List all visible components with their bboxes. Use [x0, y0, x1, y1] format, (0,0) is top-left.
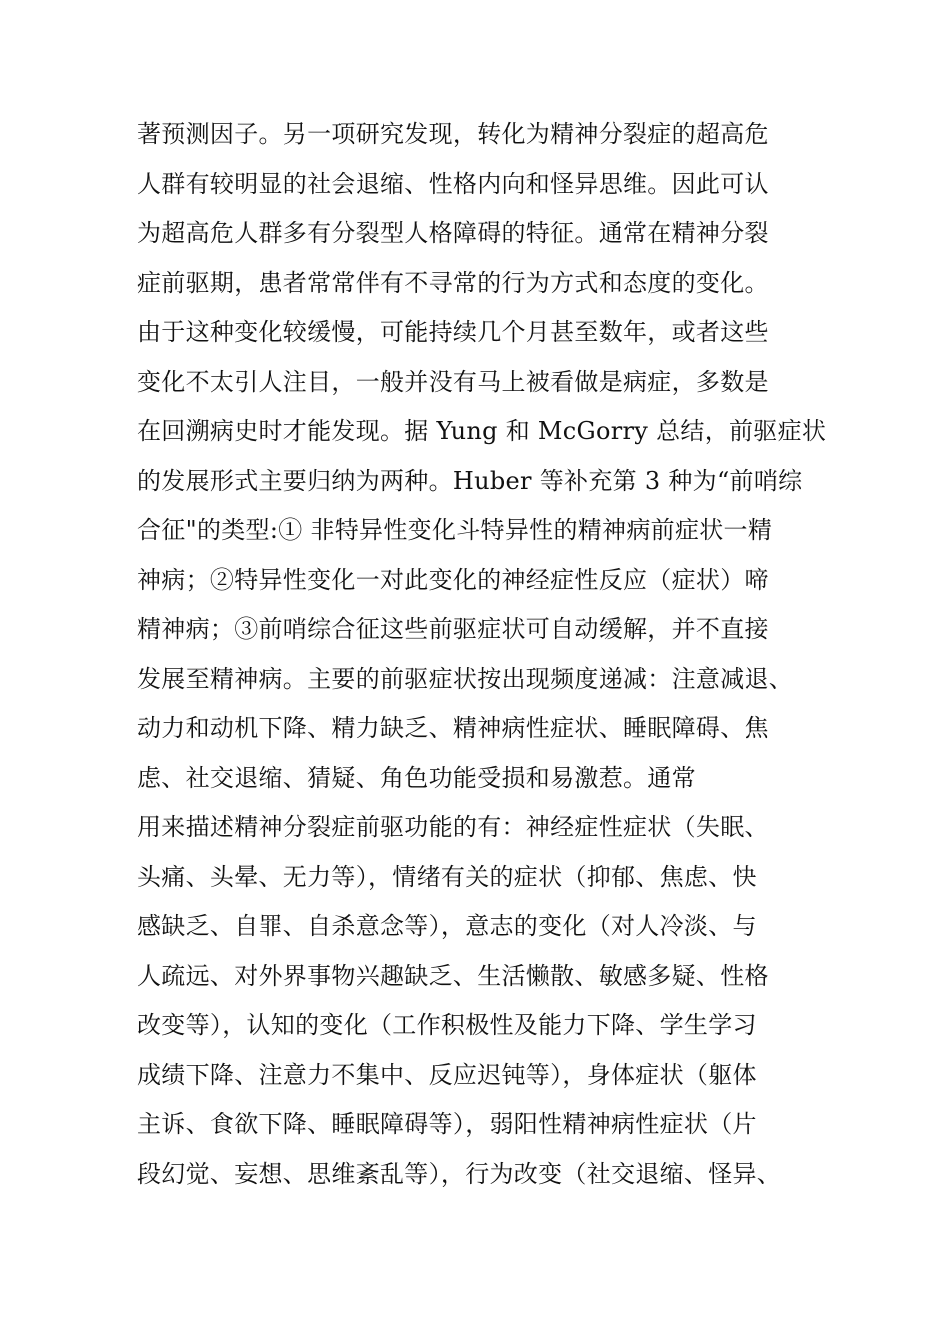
- text-line: 段幻觉、妄想、思维紊乱等），行为改变（社交退缩、怪异、: [137, 1159, 782, 1188]
- text-line: 人群有较明显的社会退缩、性格内向和怪异思维。因此可认: [137, 169, 769, 198]
- text-line: 著预测因子。另一项研究发现，转化为精神分裂症的超高危: [137, 120, 769, 148]
- text-line: 感缺乏、自罪、自杀意念等），意志的变化（对人冷淡、与: [137, 912, 757, 940]
- text-line: 动力和动机下降、精力缺乏、精神病性症状、睡眠障碍、焦: [137, 714, 769, 742]
- body-text: [137, 110, 827, 1199]
- text-line: 头痛、头晕、无力等），情绪有关的症状（抑郁、焦虑、快: [137, 862, 757, 891]
- text-line: 神病；②特异性变化一对此变化的神经症性反应（症状）啼: [137, 565, 769, 594]
- text-line: 为超高危人群多有分裂型人格障碍的特征。通常在精神分裂: [137, 219, 769, 247]
- text-line: 改变等），认知的变化（工作积极性及能力下降、学生学习: [137, 1011, 757, 1039]
- text-line: 虑、社交退缩、猜疑、角色功能受损和易激惹。通常: [137, 763, 696, 792]
- text-line: 成绩下降、注意力不集中、反应迟钝等），身体症状（躯体: [137, 1060, 757, 1089]
- text-line: 人疏远、对外界事物兴趣缺乏、生活懒散、敏感多疑、性格: [137, 961, 769, 990]
- text-line: 合征"的类型:① 非特异性变化斗特异性的精神病前症状一精: [137, 516, 773, 544]
- text-line: 用来描述精神分裂症前驱功能的有：神经症性症状（失眠、: [137, 813, 769, 841]
- text-line: 由于这种变化较缓慢，可能持续几个月甚至数年，或者这些: [137, 318, 769, 346]
- text-line: 的发展形式主要归纳为两种。Huber 等补充第 3 种为“前哨综: [137, 466, 803, 495]
- text-line: 在回溯病史时才能发现。据 Yung 和 McGorry 总结，前驱症状: [137, 417, 827, 445]
- text-line: 变化不太引人注目，一般并没有马上被看做是病症，多数是: [137, 367, 769, 396]
- text-line: 精神病；③前哨综合征这些前驱症状可自动缓解，并不直接: [137, 615, 769, 643]
- text-line: 主诉、食欲下降、睡眠障碍等），弱阳性精神病性症状（片: [137, 1110, 757, 1138]
- text-line: 症前驱期，患者常常伴有不寻常的行为方式和态度的变化。: [137, 268, 769, 297]
- text-line: 发展至精神病。主要的前驱症状按出现频度递减：注意减退、: [137, 664, 794, 693]
